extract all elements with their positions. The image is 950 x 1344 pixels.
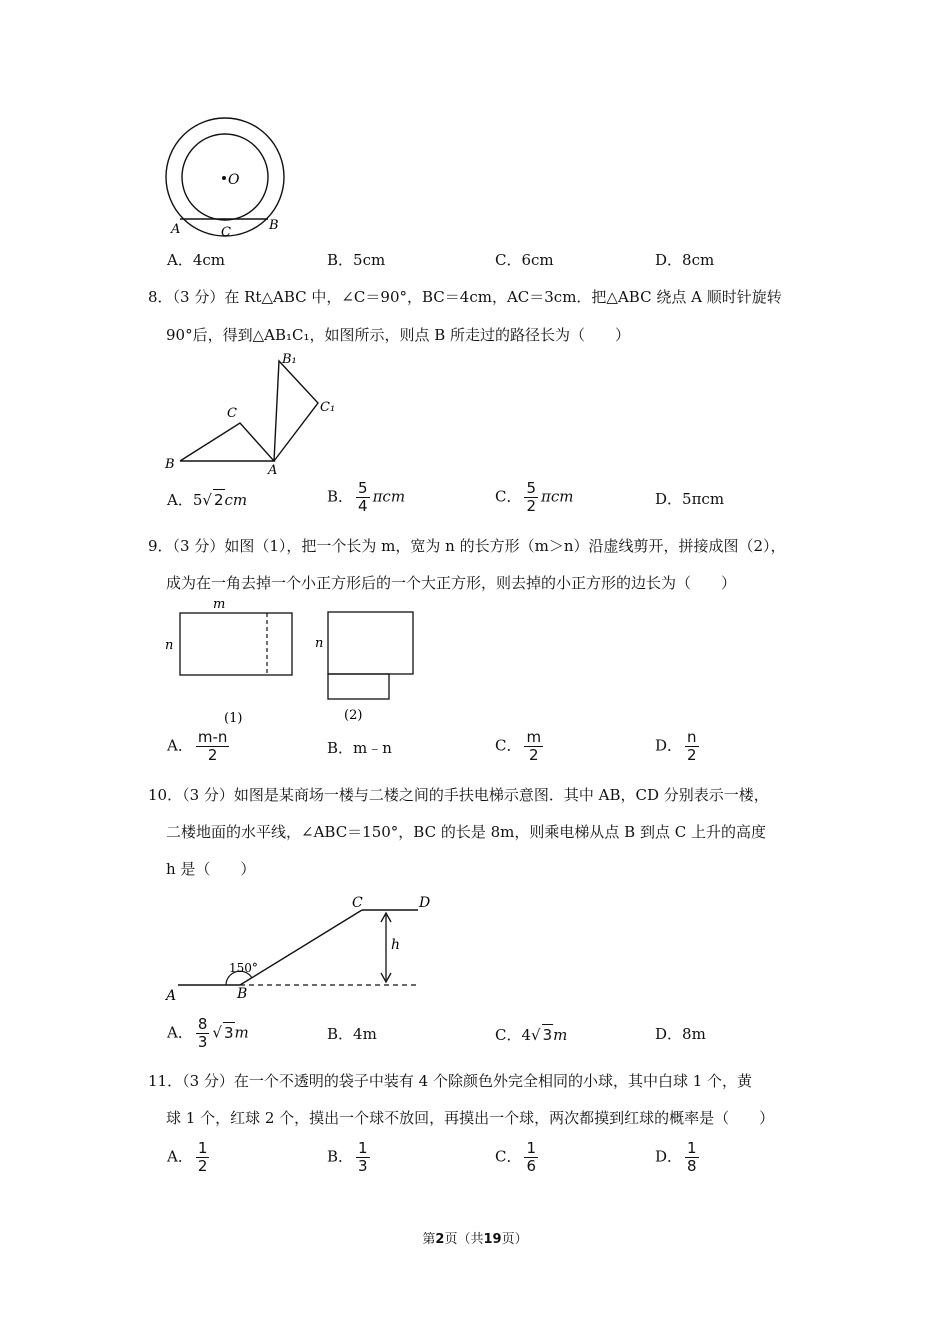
- q10-label-c: C: [352, 895, 363, 911]
- q8-option-d: D．5πcm: [655, 490, 725, 508]
- q10-option-a: [167, 1016, 249, 1051]
- q9-option-d-num: n: [687, 728, 697, 746]
- q9-label-m: m: [213, 597, 226, 612]
- q9-caption-1: (1): [224, 711, 243, 726]
- q9-rectangle-1: [180, 613, 292, 675]
- q11-option-a: [167, 1140, 212, 1175]
- q8-label-c1: C₁: [320, 400, 336, 415]
- q9-option-c-den: 2: [529, 746, 539, 764]
- q10-option-a-num: 8: [197, 1015, 208, 1033]
- q8-option-c-unit: πcm: [541, 487, 574, 506]
- sqrt-icon: √: [202, 491, 212, 509]
- q10-label-angle: 150°: [229, 961, 258, 975]
- q9-label-n1: n: [165, 638, 174, 653]
- q9-figure: [160, 592, 430, 732]
- q11-option-b-den: 3: [358, 1157, 368, 1175]
- q9-option-a: [167, 729, 232, 764]
- q10-option-c-unit: m: [553, 1026, 568, 1044]
- q7-center-point: [222, 176, 226, 180]
- q11-option-a-label: A．: [167, 1147, 193, 1166]
- q9-option-a-den: 2: [207, 746, 218, 764]
- q8-label-a: A: [268, 463, 278, 475]
- q10-stem-line3: h 是（ ）: [166, 860, 256, 878]
- q9-option-b: B．m﹣n: [327, 739, 392, 757]
- q11-option-d-fraction: [685, 1140, 699, 1175]
- q10-option-d: D．8m: [655, 1025, 706, 1043]
- q9-option-a-label: A．: [167, 736, 193, 755]
- q11-option-b-fraction: [356, 1140, 370, 1175]
- q9-option-c-label: C．: [495, 736, 522, 755]
- q8-stem-line2: 90°后，得到△AB₁C₁，如图所示，则点 B 所走过的路径长为（ ）: [166, 326, 631, 344]
- footer-suffix: 页）: [501, 1232, 528, 1247]
- q8-option-b-fraction: [356, 480, 370, 515]
- footer-page-number: 2: [435, 1232, 445, 1247]
- sqrt-icon: √: [531, 1026, 541, 1044]
- q10-option-c: [495, 1024, 567, 1045]
- q11-option-c-fraction: [524, 1140, 538, 1175]
- q10-option-a-den: 3: [197, 1033, 208, 1051]
- q9-option-c: [495, 729, 546, 764]
- q8-triangle-abc: [180, 423, 274, 461]
- q9-label-n2: n: [315, 636, 324, 651]
- q8-option-b-num: 5: [358, 479, 368, 497]
- q8-option-c-fraction: [524, 480, 538, 515]
- q8-option-a-coef: 5: [192, 491, 203, 509]
- q10-figure: [160, 888, 450, 1006]
- q10-label-d: D: [419, 895, 431, 911]
- q8-option-b-unit: πcm: [372, 487, 406, 506]
- q8-stem-line1: 8．（3 分）在 Rt△ABC 中，∠C＝90°，BC＝4cm，AC＝3cm．把△ABC 绕点 A 顺时针旋转: [148, 288, 782, 306]
- q9-stem-line1: 9．（3 分）如图（1），把一个长为 m，宽为 n 的长方形（m＞n）沿虚线剪开，拼接成图（2），: [148, 537, 786, 555]
- q11-option-c-den: 6: [526, 1157, 537, 1175]
- q10-option-c-coef: 4: [521, 1026, 532, 1044]
- q11-option-b-label: B．: [327, 1147, 354, 1166]
- q8-option-a-radicand: 2: [213, 491, 224, 509]
- q9-option-d: [655, 729, 702, 764]
- q8-option-c: [495, 480, 574, 515]
- q7-label-c: C: [221, 225, 231, 240]
- q11-stem-line1: 11．（3 分）在一个不透明的袋子中装有 4 个除颜色外完全相同的小球，其中白球 1 个，黄: [148, 1072, 753, 1090]
- q8-option-b: [327, 480, 405, 515]
- q11-option-a-num: 1: [197, 1139, 208, 1157]
- q7-figure: [160, 115, 295, 240]
- footer-mid: 页（共: [444, 1232, 484, 1247]
- q11-option-d: [655, 1140, 702, 1175]
- footer-prefix: 第: [422, 1232, 436, 1247]
- q7-option-b: B．5cm: [327, 251, 386, 269]
- q8-label-b1: B₁: [282, 352, 297, 367]
- q7-label-o: O: [228, 172, 240, 188]
- q9-stem-line2: 成为在一角去掉一个小正方形后的一个大正方形，则去掉的小正方形的边长为（ ）: [166, 574, 737, 592]
- q8-figure: [160, 345, 350, 475]
- q8-label-c: C: [227, 406, 237, 421]
- q11-option-b-num: 1: [358, 1139, 368, 1157]
- q8-option-c-num: 5: [526, 479, 537, 497]
- q8-option-a-label: A．: [167, 491, 193, 509]
- q9-option-a-fraction: [196, 729, 230, 764]
- q8-option-b-label: B．: [327, 487, 354, 506]
- q8-option-a-unit: cm: [224, 491, 248, 509]
- q7-option-d: D．8cm: [655, 251, 715, 269]
- q8-label-b: B: [165, 457, 175, 472]
- q9-caption-2: (2): [344, 708, 363, 723]
- q10-stem-line1: 10．（3 分）如图是某商场一楼与二楼之间的手扶电梯示意图．其中 AB，CD 分别表示一楼，: [148, 786, 769, 804]
- q10-escalator-bc: [240, 910, 362, 985]
- q9-option-c-num: m: [526, 728, 542, 746]
- q11-option-c: [495, 1140, 541, 1175]
- q10-option-a-fraction: [196, 1016, 210, 1051]
- q7-label-b: B: [269, 218, 279, 233]
- q10-label-b: B: [237, 986, 248, 1002]
- q11-option-d-num: 1: [687, 1139, 697, 1157]
- q8-triangle-ab1c1: [274, 361, 318, 461]
- q7-option-c: C．6cm: [495, 251, 554, 269]
- q11-option-d-den: 8: [687, 1157, 697, 1175]
- q10-option-c-radicand: 3: [542, 1026, 553, 1044]
- q9-option-d-fraction: [685, 729, 699, 764]
- q10-label-h: h: [391, 937, 401, 953]
- q11-stem-line2: 球 1 个，红球 2 个，摸出一个球不放回，再摸出一个球，两次都摸到红球的概率是（ ）: [166, 1109, 775, 1127]
- q11-option-b: [327, 1140, 373, 1175]
- q11-option-a-den: 2: [197, 1157, 208, 1175]
- q9-option-a-num: m-n: [197, 728, 228, 746]
- q11-option-c-num: 1: [526, 1139, 537, 1157]
- q7-option-a: A．4cm: [167, 251, 226, 269]
- q8-option-b-den: 4: [358, 497, 368, 515]
- q9-small-rect: [328, 674, 389, 699]
- q10-label-a: A: [166, 988, 177, 1004]
- footer-total-pages: 19: [483, 1232, 502, 1247]
- q10-option-a-unit: m: [234, 1023, 249, 1042]
- q9-option-d-label: D．: [655, 736, 683, 755]
- q9-option-c-fraction: [524, 729, 543, 764]
- q8-option-c-label: C．: [495, 487, 522, 506]
- q11-option-a-fraction: [196, 1140, 210, 1175]
- page-footer: [0, 1228, 950, 1247]
- q10-option-c-label: C．: [495, 1026, 522, 1044]
- q10-stem-line2: 二楼地面的水平线，∠ABC＝150°，BC 的长是 8m，则乘电梯从点 B 到点 C 上升的高度: [166, 823, 766, 841]
- q10-option-b: B．4m: [327, 1025, 377, 1043]
- q7-label-a: A: [171, 222, 181, 237]
- q10-option-a-label: A．: [167, 1023, 193, 1042]
- q9-option-d-den: 2: [687, 746, 697, 764]
- q8-option-a: [167, 489, 247, 510]
- q10-option-a-radicand: 3: [223, 1023, 234, 1042]
- q11-option-c-label: C．: [495, 1147, 522, 1166]
- q9-big-square: [328, 612, 413, 674]
- q11-option-d-label: D．: [655, 1147, 683, 1166]
- sqrt-icon: √: [212, 1023, 222, 1042]
- q8-option-c-den: 2: [526, 497, 537, 515]
